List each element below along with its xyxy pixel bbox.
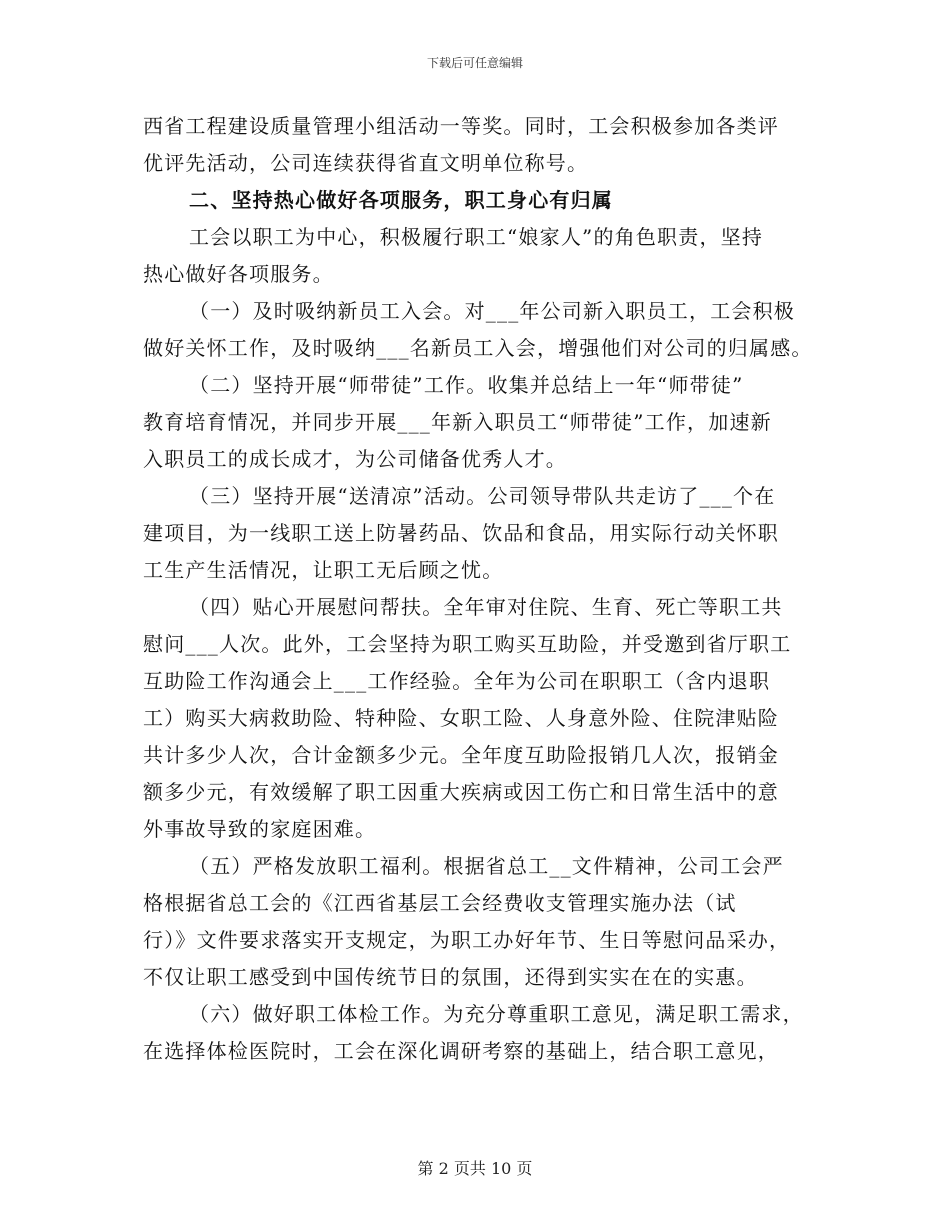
- text-line: 不仅让职工感受到中国传统节日的氛围，还得到实实在在的实惠。: [143, 965, 758, 989]
- text-line: 互助险工作沟通会上___工作经验。全年为公司在职职工（含内退职: [143, 669, 771, 693]
- text-line: 行）》文件要求落实开支规定，为职工办好年节、生日等慰问品采办，: [143, 928, 791, 952]
- text-line: 建项目，为一线职工送上防暑药品、饮品和食品，用实际行动关怀职: [143, 521, 779, 545]
- section-heading: 二、坚持热心做好各项服务，职工身心有归属: [189, 188, 613, 212]
- text-line: （五）严格发放职工福利。根据省总工__文件精神，公司工会严: [189, 854, 784, 878]
- text-line: 共计多少人次，合计金额多少元。全年度互助险报销几人次，报销金: [143, 743, 779, 767]
- text-line: 外事故导致的家庭困难。: [143, 817, 377, 841]
- text-line: （六）做好职工体检工作。为充分尊重职工意见，满足职工需求，: [189, 1002, 804, 1026]
- text-line: （三）坚持开展“送清凉”活动。公司领导带队共走访了___个在: [189, 484, 776, 508]
- text-line: 入职员工的成长成才，为公司储备优秀人才。: [143, 447, 567, 471]
- text-line: 格根据省总工会的《江西省基层工会经费收支管理实施办法（试: [143, 891, 737, 915]
- page-number-footer: 第 2 页共 10 页: [417, 1159, 533, 1178]
- document-body: [143, 108, 815, 1070]
- text-line: 工生产生活情况，让职工无后顾之忧。: [143, 558, 504, 582]
- text-line: 额多少元，有效缓解了职工因重大疾病或因工伤亡和日常生活中的意: [143, 780, 779, 804]
- text-line: 西省工程建设质量管理小组活动一等奖。同时，工会积极参加各类评: [143, 114, 779, 138]
- text-line: 在选择体检医院时，工会在深化调研考察的基础上，结合职工意见，: [143, 1039, 779, 1063]
- text-line: 工）购买大病救助险、特种险、女职工险、人身意外险、住院津贴险: [143, 706, 779, 730]
- text-line: 做好关怀工作，及时吸纳___名新员工入会，增强他们对公司的归属感。: [143, 336, 813, 360]
- text-line: 热心做好各项服务。: [143, 262, 334, 286]
- text-line: 慰问___人次。此外，工会坚持为职工购买互助险，并受邀到省厅职工: [143, 632, 792, 656]
- text-line: 工会以职工为中心，积极履行职工“娘家人”的角色职责，坚持: [189, 225, 764, 249]
- text-line: （四）贴心开展慰问帮扶。全年审对住院、生育、死亡等职工共: [189, 595, 783, 619]
- page-header-note: 下载后可任意编辑: [426, 56, 523, 70]
- text-line: 优评先活动，公司连续获得省直文明单位称号。: [143, 151, 589, 175]
- text-line: （二）坚持开展“师带徒”工作。收集并总结上一年“师带徒”: [189, 373, 744, 397]
- text-line: （一）及时吸纳新员工入会。对___年公司新入职员工，工会积极: [189, 299, 795, 323]
- text-line: 教育培育情况，并同步开展___年新入职员工“师带徒”工作，加速新: [143, 410, 772, 434]
- paragraph-lines: [143, 108, 815, 1070]
